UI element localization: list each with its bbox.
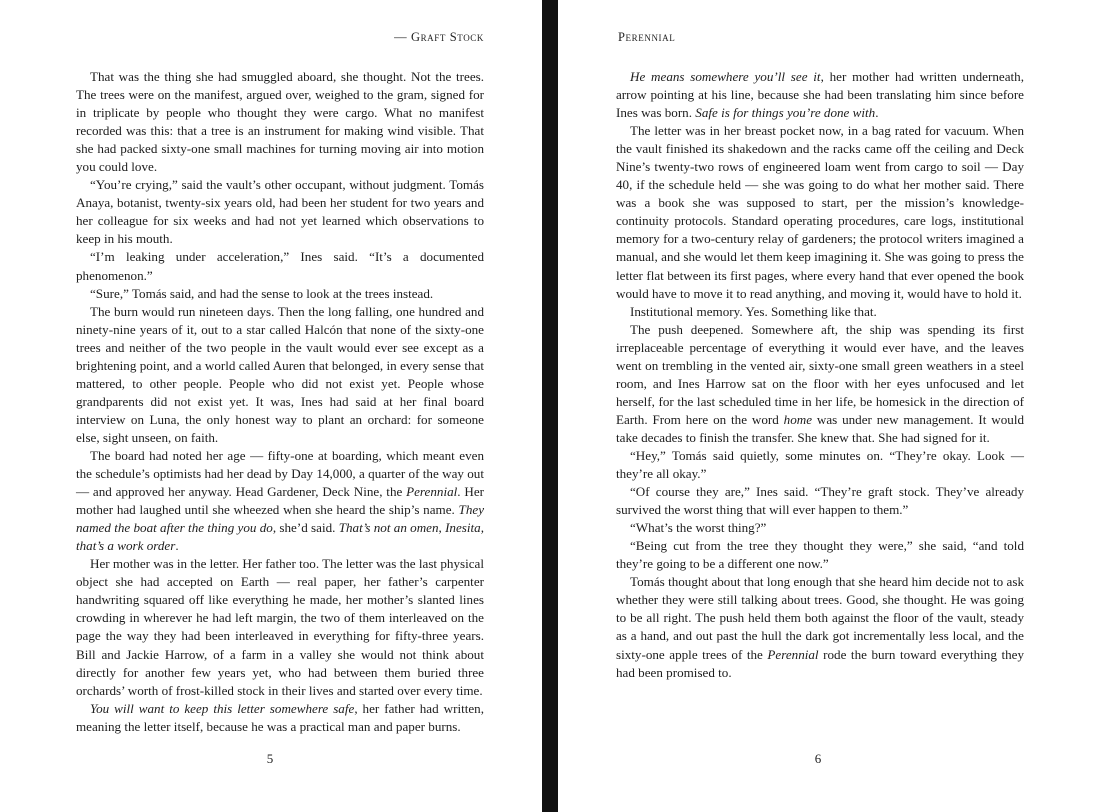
text-run: Institutional memory. Yes. Something like that. (630, 303, 877, 319)
text-run: , she’d said. (272, 520, 339, 536)
text-run: was under new management. It would take decades to finish the transfer. She knew that. She had signed for it. (616, 411, 1024, 445)
text-run: That was the thing she had smuggled aboard, she thought. Not the trees. The trees were on the manifest, argued over, weighed to the gram, signed for in triplicate by people who thought they were cargo. What no manifest recorded was this: that a tree is an instrument for making wind visible. That she had packed sixty-one small machines for turning moving air into motion you could love. (76, 69, 484, 175)
text-run: . (175, 538, 179, 554)
left-page (0, 0, 542, 812)
paragraph (76, 285, 484, 303)
text-run: “Of course they are,” Ines said. “They’re graft stock. They’ve already survived the worst thing that will ever happen to them.” (616, 484, 1024, 518)
running-head-right: Perennial (618, 30, 676, 44)
text-run: rode the burn toward everything they had been promised to. (616, 646, 1024, 680)
right-page-text (616, 68, 1024, 682)
text-run: . Her mother had laughed until she wheezed when she heard the ship’s name. (76, 484, 484, 518)
text-run: Tomás thought about that long enough that she heard him decide not to ask whether they were still talking about trees. Good, she thought. He was going to be all right. The push held them both against the floor of the vault, steady as a hand, and out past the hull the dark got incrementally less local, and the sixty-one apple trees of the (616, 574, 1024, 662)
paragraph (616, 483, 1024, 519)
paragraph (616, 447, 1024, 483)
text-run: “Hey,” Tomás said quietly, some minutes on. “They’re okay. Look — they’re all okay.” (616, 447, 1024, 482)
paragraph (76, 176, 484, 248)
paragraph (616, 537, 1024, 573)
paragraph (616, 122, 1024, 302)
text-run: “I’m leaking under acceleration,” Ines said. “It’s a documented phenomenon.” (76, 249, 484, 283)
italic-text: You will want to keep this letter somewhere safe (90, 700, 355, 716)
book-gutter (542, 0, 558, 812)
text-run: , her mother had written underneath, arrow pointing at his line, because she had been translating him since before Ines was born. (616, 69, 1024, 121)
paragraph (76, 447, 484, 555)
paragraph (76, 68, 484, 176)
left-page-text (76, 68, 484, 736)
paragraph (616, 303, 1024, 321)
text-run: . (875, 105, 879, 121)
paragraph (616, 519, 1024, 537)
page-number-left: 5 (266, 751, 274, 766)
italic-text: home (783, 411, 813, 427)
italic-text: He means somewhere you’ll see it (630, 69, 821, 84)
paragraph (76, 555, 484, 699)
italic-text: They named the boat after the thing you do (76, 502, 484, 536)
text-run: The burn would run nineteen days. Then the long falling, one hundred and ninety-nine years of it, out to a star called Halcón that none of the sixty-one trees and neither of the two people in the vault would ever see except as a brightening point, and a world called Auren that belonged, in every sense that mattered, to other people. People who did not exist yet. People whose grandparents did not exist yet. It was, Ines had said at her final board interview on Luna, the only honest way to plant an orchard: for someone else, sight unseen, on faith. (76, 303, 484, 445)
paragraph (616, 321, 1024, 447)
text-run: “Being cut from the tree they thought they were,” she said, “and told they’re going to be a different one now.” (616, 538, 1024, 572)
italic-text: Perennial (767, 646, 819, 662)
italic-text: Perennial (406, 484, 458, 500)
page-number-right: 6 (814, 751, 822, 766)
text-run: “What’s the worst thing?” (630, 520, 767, 536)
text-run: Her mother was in the letter. Her father too. The letter was the last physical object she had accepted on Earth — real paper, her father’s carpenter handwriting squared off like everything he made, her mother’s slanted lines crowding in wherever he had left margin, the two of them interleaved on the page the way they had been interleaved in everything for fifty-three years. Bill and Jackie Harrow, of a farm in a valley she would not think about directly for another few years yet, who had between them buried three orchards’ worth of frost-killed stock in their lives and started over every time. (76, 556, 484, 698)
text-run: “You’re crying,” said the vault’s other occupant, without judgment. Tomás Anaya, botanist, twenty-six years old, had been her student for two years and her colleague for six weeks and had not yet learned which observations to keep in his mouth. (76, 177, 484, 247)
paragraph (76, 700, 484, 736)
paragraph (76, 303, 484, 447)
paragraph (76, 248, 484, 284)
text-run: The push deepened. Somewhere aft, the ship was spending its first irreplaceable percentage of everything it would ever have, and the leaves went on trembling in the vented air, sixty-one small green weathers in a steel room, and Ines Harrow sat on the floor with her eyes unfocused and let herself, for the last scheduled time in her life, be homesick in the direction of Earth. From here on the word (616, 321, 1024, 427)
italic-text: That’s not an omen, Inesita, that’s a work order (76, 520, 484, 554)
paragraph (616, 68, 1024, 122)
running-head-left: — Graft Stock (394, 30, 484, 44)
text-run: “Sure,” Tomás said, and had the sense to look at the trees instead. (90, 285, 434, 301)
paragraph (616, 573, 1024, 681)
right-page (558, 0, 1100, 812)
italic-text: Safe is for things you’re done with (695, 105, 876, 121)
text-run: The board had noted her age — fifty-one at boarding, which meant even the schedule’s optimists had her dead by Day 14,000, a quarter of the way out — and approved her anyway. Head Gardener, Deck Nine, the (76, 447, 484, 500)
text-run: The letter was in her breast pocket now, in a bag rated for vacuum. When the vault finished its shakedown and the racks came off the ceiling and Deck Nine’s twenty-two rows of engineered loam went from cargo to soil — Day 40, if the schedule held — she was going to do what her mother said. There was a book she was supposed to start, per the mission’s knowledge-continuity protocols. Standard operating procedures, care logs, institutional memory for a two-century relay of gardeners; the protocol writers imagined a manual, and she would let them keep imagining it. She was going to press the letter flat between its first pages, where every hand that ever opened the book would have to move it to read anything, and moving it, would have to hold it. (616, 123, 1024, 301)
text-run: , her father had written, meaning the letter itself, because he was a practical man and paper burns. (76, 700, 484, 734)
